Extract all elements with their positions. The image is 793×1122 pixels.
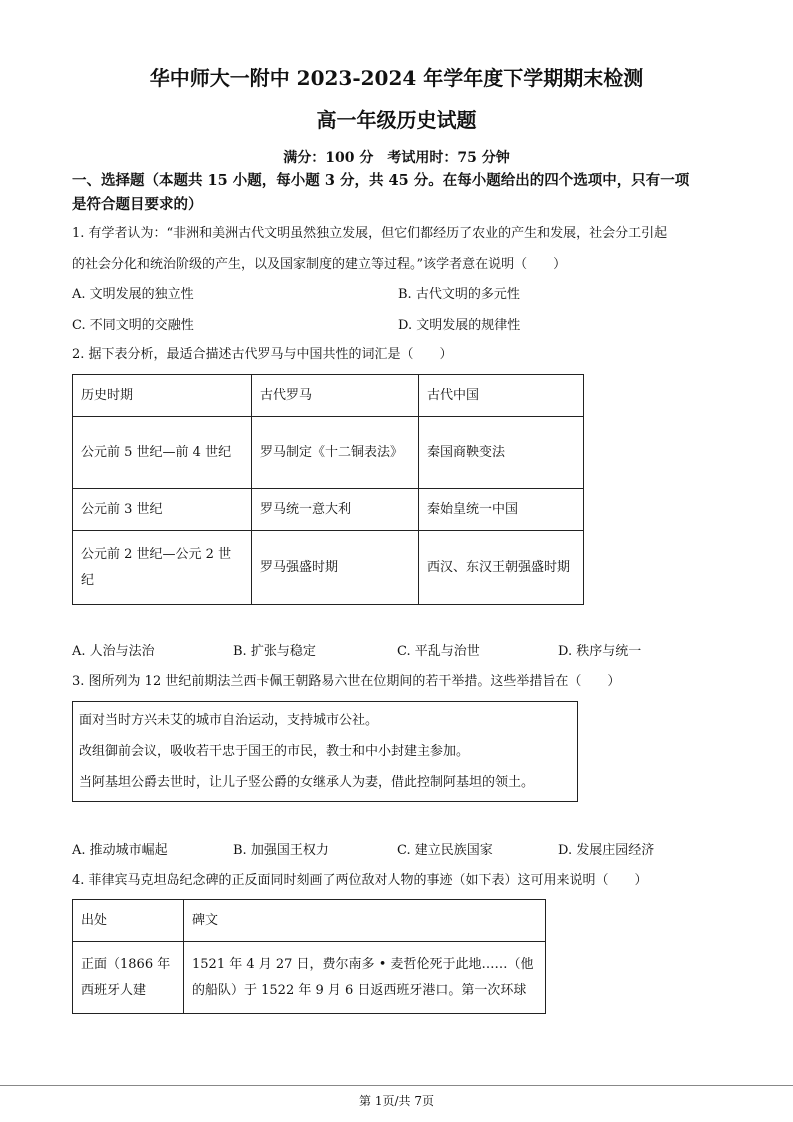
table-cell: 西汉、东汉王朝强盛时期 <box>419 531 584 605</box>
q2-option-a: A. 人治与法治 <box>72 644 155 659</box>
table-cell: 罗马统一意大利 <box>252 489 419 531</box>
q3-measure: 改组御前会议，吸收若干忠于国王的市民，教士和中小封建主参加。 <box>79 744 470 759</box>
q1-stem-line: 的社会分化和统治阶级的产生，以及国家制度的建立等过程。”该学者意在说明（ ） <box>72 257 567 272</box>
q4-table <box>72 899 546 1014</box>
table-header-cell: 历史时期 <box>73 375 252 417</box>
exam-subtitle: 高一年级历史试题 <box>316 108 477 132</box>
table-header-cell: 碑文 <box>184 900 546 942</box>
q1-option-b: B. 古代文明的多元性 <box>398 287 520 302</box>
score-line: 满分：100 分 考试用时：75 分钟 <box>283 150 510 166</box>
table-cell: 罗马强盛时期 <box>252 531 419 605</box>
table-row <box>73 489 584 531</box>
q1-option-c: C. 不同文明的交融性 <box>72 318 194 333</box>
q3-option-d: D. 发展庄园经济 <box>558 843 655 858</box>
table-row <box>73 942 546 1014</box>
exam-title: 华中师大一附中 2023-2024 年学年度下学期期末检测 <box>149 66 644 90</box>
q1-option-d: D. 文明发展的规律性 <box>398 318 521 333</box>
q3-measure: 当阿基坦公爵去世时，让儿子竖公爵的女继承人为妻，借此控制阿基坦的领土。 <box>79 775 535 790</box>
table-cell: 公元前 5 世纪—前 4 世纪 <box>73 417 252 489</box>
page-number: 第 1页/共 7页 <box>359 1094 434 1108</box>
table-cell: 公元前 2 世纪—公元 2 世纪 <box>73 531 252 605</box>
q3-stem: 3. 图所列为 12 世纪前期法兰西卡佩王朝路易六世在位期间的若干举措。这些举措旨在（ ） <box>72 674 621 689</box>
table-header-cell: 古代中国 <box>419 375 584 417</box>
table-cell: 秦始皇统一中国 <box>419 489 584 531</box>
q3-option-b: B. 加强国王权力 <box>233 843 329 858</box>
q2-table <box>72 374 584 605</box>
q3-option-c: C. 建立民族国家 <box>397 843 493 858</box>
table-header-cell: 出处 <box>73 900 184 942</box>
q3-measures-box <box>72 701 578 802</box>
section-heading <box>72 169 732 217</box>
table-row <box>73 417 584 489</box>
table-cell: 公元前 3 世纪 <box>73 489 252 531</box>
table-header-cell: 古代罗马 <box>252 375 419 417</box>
q2-option-d: D. 秩序与统一 <box>558 644 642 659</box>
q3-measure: 面对当时方兴未艾的城市自治运动，支持城市公社。 <box>79 713 379 728</box>
q1-stem-line: 1. 有学者认为：“非洲和美洲古代文明虽然独立发展，但它们都经历了农业的产生和发展，社会分工引起 <box>72 226 668 241</box>
table-cell: 正面（1866 年西班牙人建 <box>73 942 184 1014</box>
table-row <box>73 900 546 942</box>
table-row <box>73 531 584 605</box>
q3-option-a: A. 推动城市崛起 <box>72 843 168 858</box>
q2-option-c: C. 平乱与治世 <box>397 644 480 659</box>
q2-option-b: B. 扩张与稳定 <box>233 644 316 659</box>
q1-option-a: A. 文明发展的独立性 <box>72 287 194 302</box>
section-heading-line: 是符合题目要求的） <box>72 196 203 213</box>
table-row <box>73 375 584 417</box>
section-heading-line: 一、选择题（本题共 15 小题，每小题 3 分，共 45 分。在每小题给出的四个选项中，只有一项 <box>72 172 690 189</box>
q2-stem: 2. 据下表分析，最适合描述古代罗马与中国共性的词汇是（ ） <box>72 347 453 362</box>
table-cell: 秦国商鞅变法 <box>419 417 584 489</box>
q4-stem: 4. 菲律宾马克坦岛纪念碑的正反面同时刻画了两位敌对人物的事迹（如下表）这可用来说明（ ） <box>72 873 648 888</box>
table-cell: 1521 年 4 月 27 日，费尔南多 • 麦哲伦死于此地……（他的船队）于 1522 年 9 月 6 日返西班牙港口。第一次环球 <box>184 942 546 1014</box>
footer-divider <box>0 1085 793 1086</box>
table-cell: 罗马制定《十二铜表法》 <box>252 417 419 489</box>
